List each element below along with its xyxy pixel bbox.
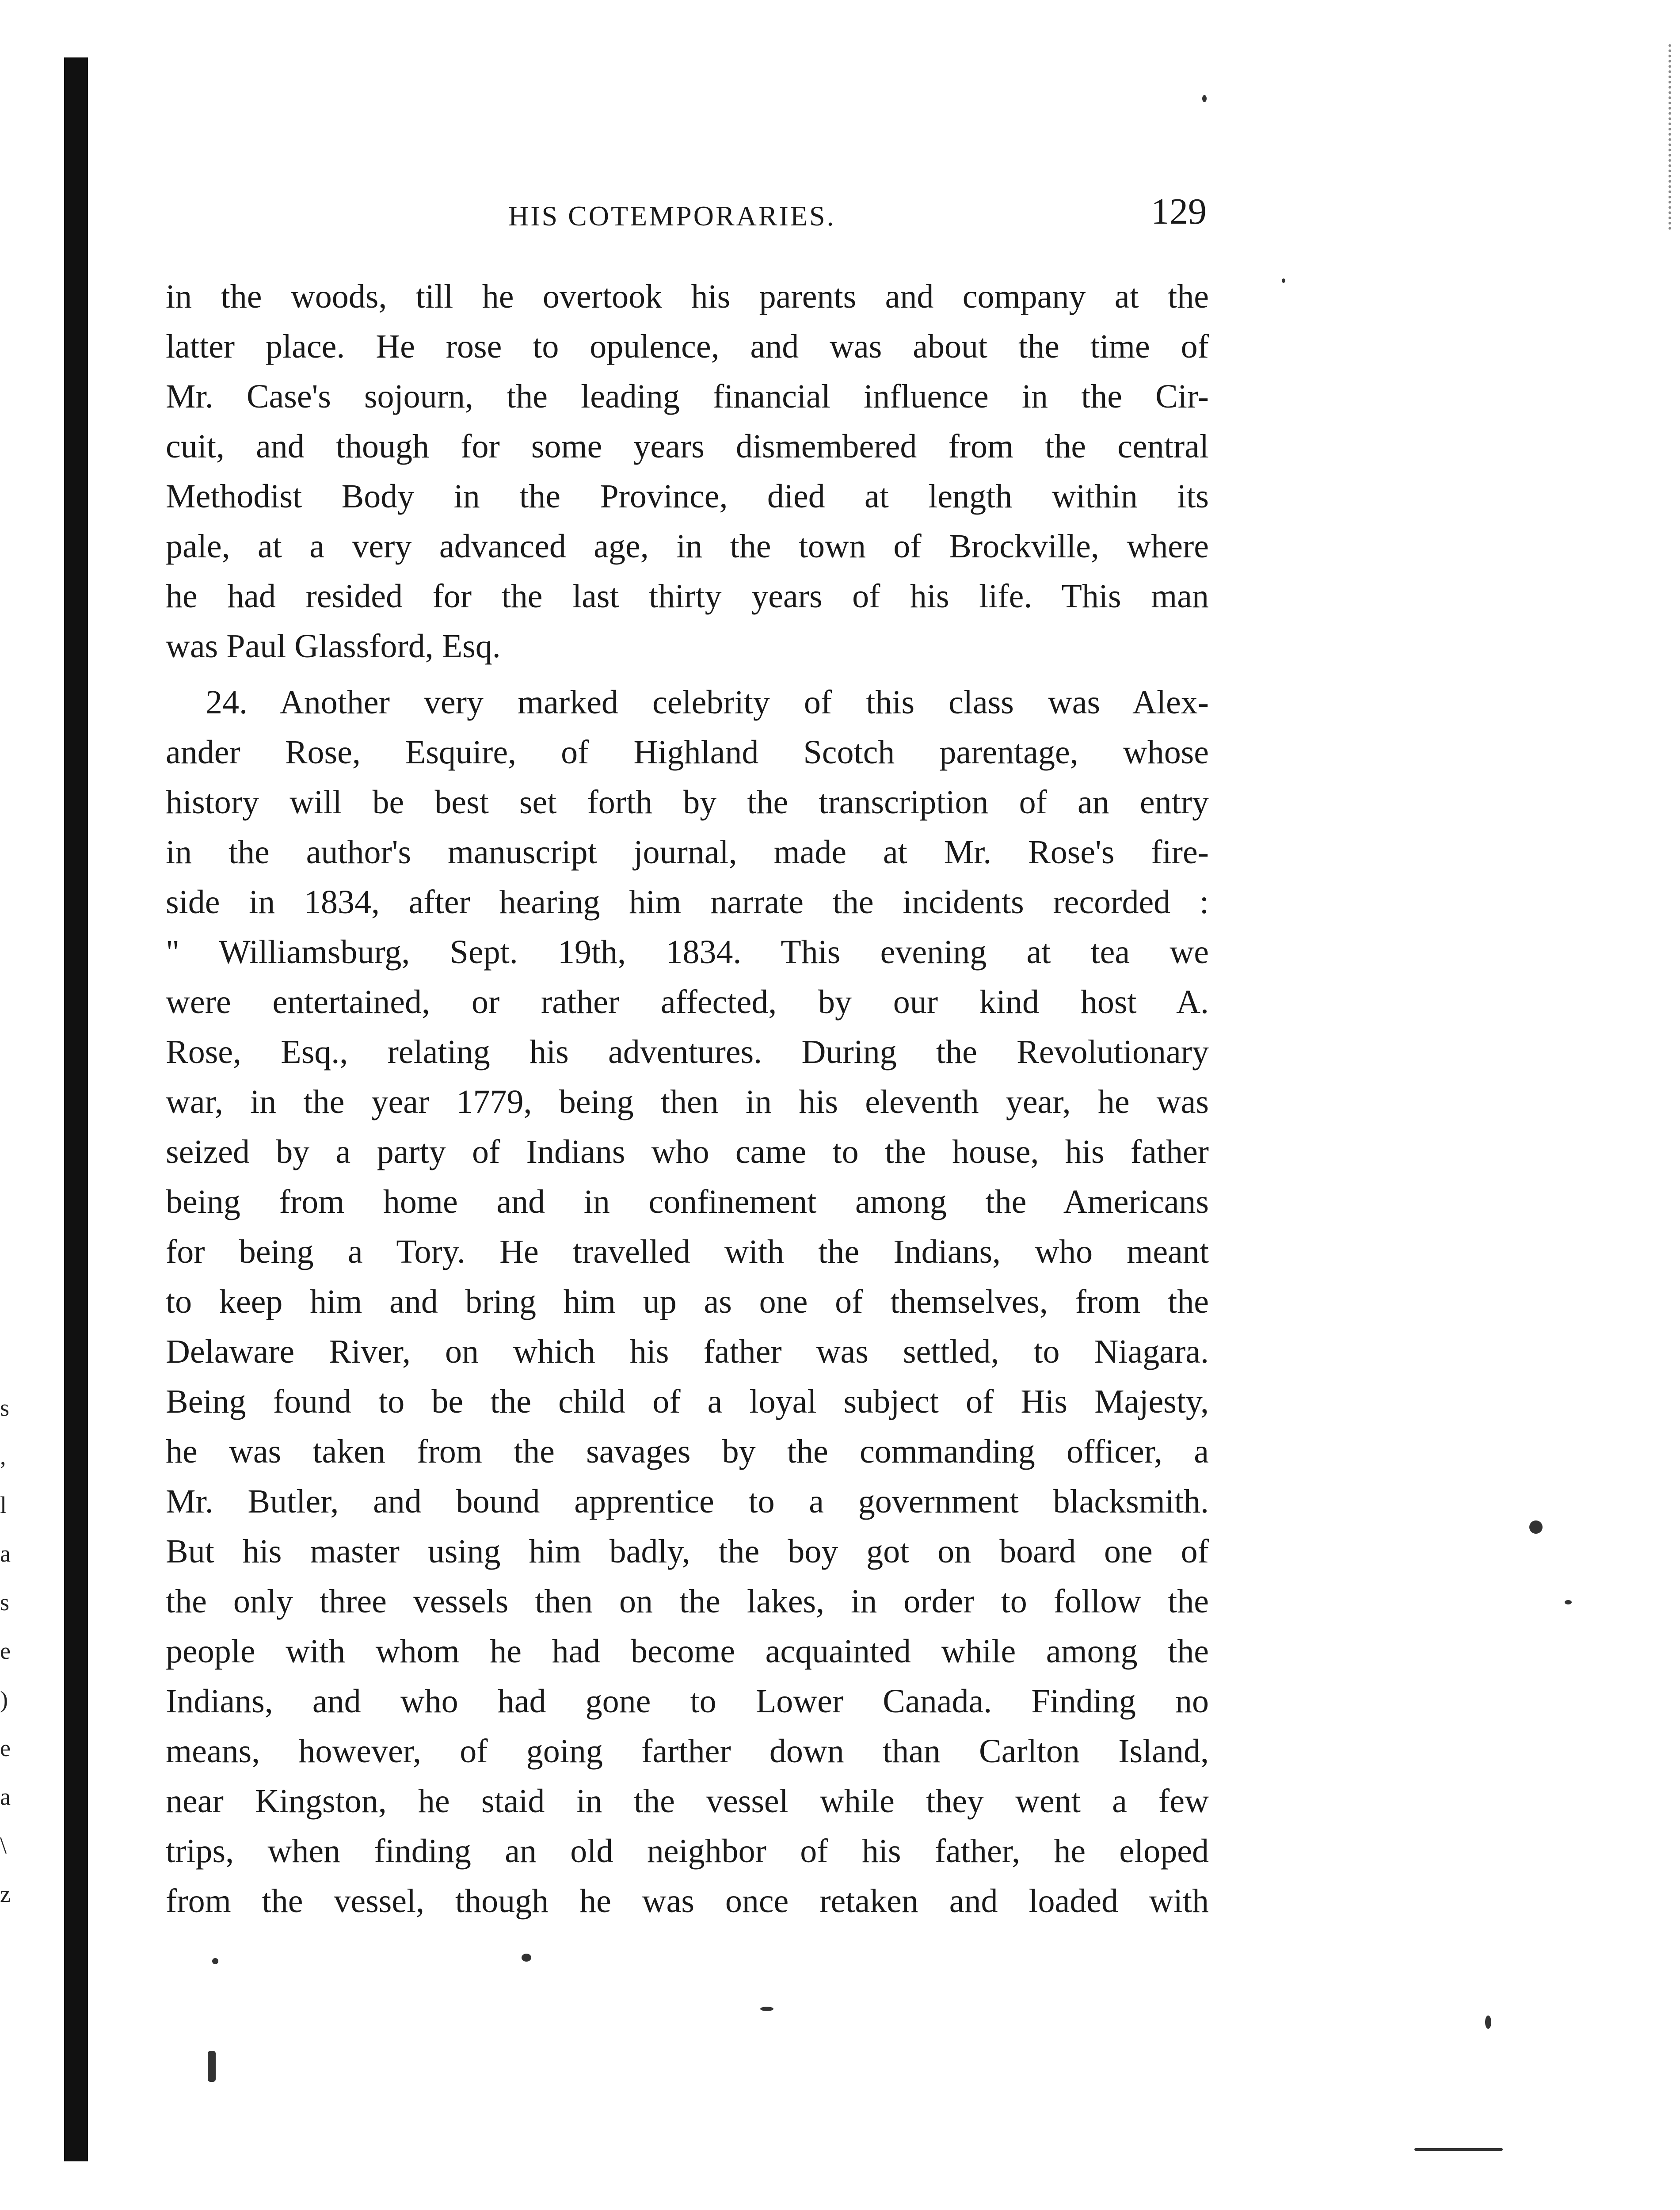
page-header (508, 190, 1207, 248)
text-line: being from home and in confinement among the Americans (166, 1183, 1209, 1220)
text-line: history will be best set forth by the transcription of an entry (166, 784, 1209, 821)
text-line: near Kingston, he staid in the vessel while they went a few (166, 1783, 1209, 1820)
margin-fragment: \ (0, 1832, 7, 1859)
scan-speck (1282, 278, 1285, 283)
text-line: side in 1834, after hearing him narrate the incidents recorded : (166, 884, 1209, 921)
scan-speck (760, 2007, 773, 2011)
margin-fragment: ) (0, 1686, 8, 1713)
text-line: in the author's manuscript journal, made at Mr. Rose's fire- (166, 834, 1209, 871)
margin-fragment: , (0, 1443, 6, 1470)
text-line: 24. Another very marked celebrity of this class was Alex- (206, 684, 1209, 721)
binding-shadow (64, 57, 88, 2161)
text-line: war, in the year 1779, being then in his eleventh year, he was (166, 1083, 1209, 1120)
page-number: 129 (1151, 191, 1207, 232)
scan-speck (1414, 2148, 1503, 2151)
text-line: pale, at a very advanced age, in the town of Brockville, where (166, 528, 1209, 565)
text-line: in the woods, till he overtook his parents and company at the (166, 278, 1209, 315)
text-line: Mr. Case's sojourn, the leading financial influence in the Cir- (166, 378, 1209, 415)
text-line: cuit, and though for some years dismembered from the central (166, 428, 1209, 465)
text-line: trips, when finding an old neighbor of his father, he eloped (166, 1833, 1209, 1870)
text-line: to keep him and bring him up as one of themselves, from the (166, 1283, 1209, 1320)
paragraph-2 (166, 678, 1209, 1926)
text-line: he had resided for the last thirty years of his life. This man (166, 578, 1209, 615)
text-line: means, however, of going farther down than Carlton Island, (166, 1733, 1209, 1770)
margin-fragment: s (0, 1589, 10, 1616)
scan-speck (1202, 95, 1207, 102)
text-line: " Williamsburg, Sept. 19th, 1834. This evening at tea we (166, 934, 1209, 971)
margin-fragment: e (0, 1735, 11, 1761)
text-line: was Paul Glassford, Esq. (166, 628, 501, 665)
text-line: Rose, Esq., relating his adventures. During the Revolutionary (166, 1033, 1209, 1071)
scan-speck (1485, 2016, 1491, 2029)
scan-speck (522, 1954, 531, 1962)
left-margin-fragments (0, 1383, 18, 1918)
margin-fragment: a (0, 1783, 11, 1810)
body-text (166, 272, 1209, 1926)
scan-speck (1565, 1600, 1572, 1604)
text-line: But his master using him badly, the boy got on board one of (166, 1533, 1209, 1570)
text-line: Being found to be the child of a loyal subject of His Majesty, (166, 1383, 1209, 1420)
text-line: ander Rose, Esquire, of Highland Scotch parentage, whose (166, 734, 1209, 771)
text-line: people with whom he had become acquainted while among the (166, 1633, 1209, 1670)
text-line: the only three vessels then on the lakes, in order to follow the (166, 1583, 1209, 1620)
text-line: Delaware River, on which his father was settled, to Niagara. (166, 1333, 1209, 1370)
text-line: he was taken from the savages by the commanding officer, a (166, 1433, 1209, 1470)
scan-speck (208, 2051, 216, 2082)
margin-fragment: s (0, 1395, 10, 1421)
margin-fragment: a (0, 1540, 11, 1567)
text-line: Methodist Body in the Province, died at length within its (166, 478, 1209, 515)
margin-fragment: z (0, 1881, 11, 1907)
text-line: were entertained, or rather affected, by our kind host A. (166, 983, 1209, 1021)
scan-speck (1529, 1520, 1543, 1534)
scan-speck (212, 1958, 218, 1964)
text-line: seized by a party of Indians who came to the house, his father (166, 1133, 1209, 1170)
margin-fragment: l (0, 1492, 7, 1518)
margin-fragment: e (0, 1638, 11, 1664)
text-line: latter place. He rose to opulence, and was about the time of (166, 328, 1209, 365)
paragraph-1 (166, 272, 1209, 671)
text-line: from the vessel, though he was once retaken and loaded with (166, 1882, 1209, 1920)
running-head: HIS COTEMPORARIES. (508, 200, 836, 232)
text-line: Indians, and who had gone to Lower Canada. Finding no (166, 1683, 1209, 1720)
text-line: Mr. Butler, and bound apprentice to a government blacksmith. (166, 1483, 1209, 1520)
text-line: for being a Tory. He travelled with the Indians, who meant (166, 1233, 1209, 1270)
page-edge-noise (1580, 44, 1671, 230)
